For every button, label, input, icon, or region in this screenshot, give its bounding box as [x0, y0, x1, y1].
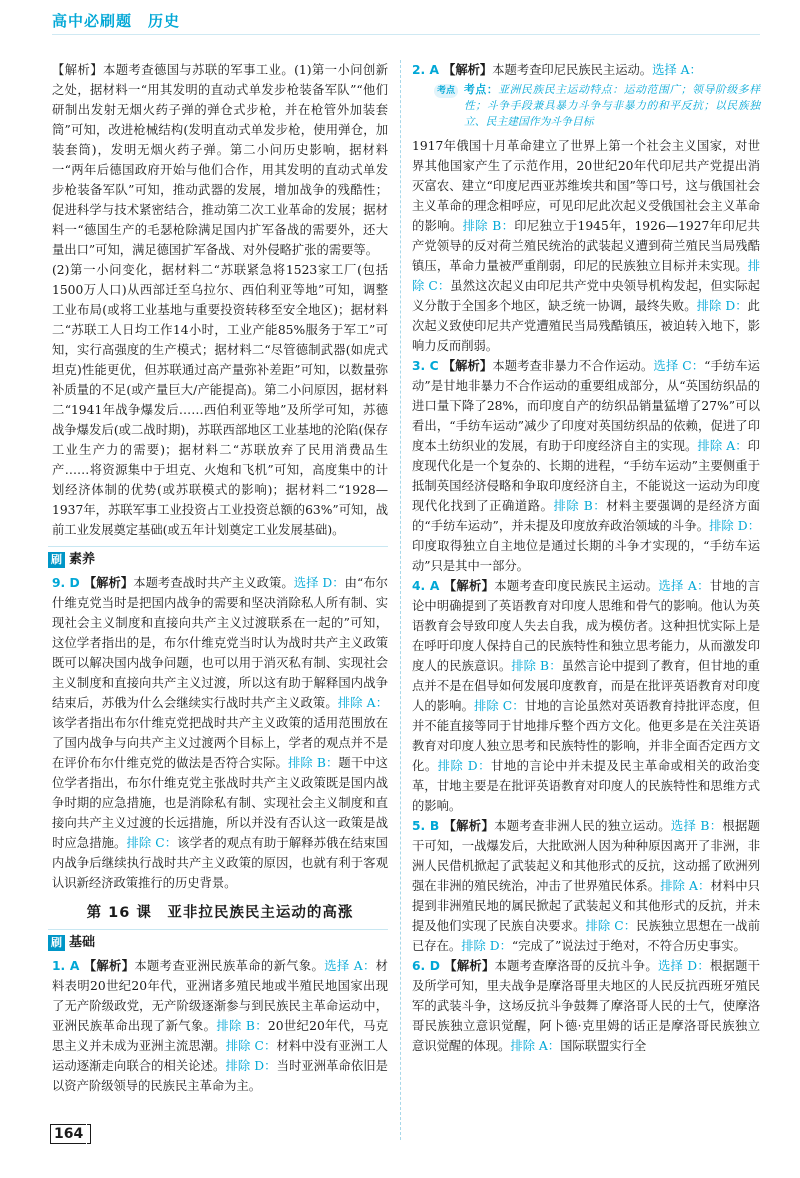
answer-text: 材料中只提到非洲殖民地的属民掀起了武装起义和其他形式的反抗，并未提及他们实现了民族自决要求。: [412, 879, 760, 933]
exclude-marker: 排除 D：: [696, 299, 748, 313]
analysis-tag: 【解析】: [83, 575, 134, 590]
answer-text: 该学者指出布尔什维克党把战时共产主义政策的适用范围放在了国内战争与向共产主义过渡两个目标上，学者的观点并不是在评价布尔什维克党的做法是否符合实际。: [52, 716, 388, 770]
exclude-marker: 排除 B：: [216, 1019, 268, 1033]
question-number: 3. C: [412, 359, 439, 373]
exclude-marker: 排除 A：: [660, 879, 711, 893]
exclude-marker: 排除 B：: [287, 756, 339, 770]
section-suyang: [48, 546, 388, 567]
page-number-bracket: [87, 1124, 91, 1144]
answer-text: 印度现代化是一个复杂的、长期的进程，“手纺车运动”主要侧重于抵制英国经济侵略和争取印度经济自主，不能说这一运动为印度现代化找到了正确道路。: [412, 439, 760, 513]
exclude-marker: 排除 C：: [473, 699, 525, 713]
left-column: [52, 60, 388, 1096]
q9-answer: [52, 573, 388, 893]
q4-answer: [412, 576, 760, 816]
section-label: 基础: [69, 935, 96, 950]
question-number: 5. B: [412, 819, 440, 833]
q8-analysis-part2: (2)第一小问变化，据材料二“苏联紧急将1523家工厂(包括1500万人口)从西部迁至乌拉尔、西伯利亚等地”可知，调整工业布局(或将工业基地与重要投资转移至安全地区)；据材料二“苏联工人日均工作14小时，工业产能85%服务于军工”可知，实行高强度的生产模式；据材料二“尽管德制武器(如虎式坦克)性能更优，但苏联通过高产量弥补差距”可知，以数量弥补质量的不足(或产量巨大/产能提高)。第二小问原因，据材料二“1941年战争爆发后……西伯利亚等地”及所学可知，苏德战争爆发后(或二战时期)，苏联西部地区工业基地的沦陷(保存工业生产力的需要)；据材料二“苏联放弃了民用消费品生产……将资源集中于坦克、火炮和飞机”可知，高度集中的计划经济体制的优势(或苏联模式的影响)；据材料二“1928—1937年，苏联军事工业投资占工业投资总额的63%”可知，战前工业发展奠定基础(或五年计划奠定工业发展基础)。: [52, 263, 388, 537]
question-number: 2. A: [412, 63, 440, 77]
answer-text: 本题考查非暴力不合作运动。: [492, 359, 654, 373]
page-header-title: 高中必刷题 历史: [52, 12, 181, 30]
exclude-marker: 排除 C：: [126, 836, 178, 850]
analysis-tag: 【解析】: [443, 578, 495, 593]
answer-text: 材料表明20世纪20年代，亚洲诸多殖民地或半殖民地国家出现了无产阶级政党，无产阶级逐渐参与到民族民主革命运动中，亚洲民族革命出现了新气象。: [52, 959, 388, 1033]
answer-text: 本题考查非洲人民的独立运动。: [494, 819, 671, 833]
header-divider: [52, 34, 760, 35]
answer-text: 由“布尔什维克党当时是把国内战争的需要和坚决消除私人所有制、实现社会主义制度和直接向共产主义过渡联系在一起的”可知，这位学者指出的是，布尔什维克党当时认为战时共产主义政策既可以解决国内战争问题，也可以用于消灭私有制、实现社会主义制度和直接向共产主义过渡，所以这有助于解释国内战争结束后，苏俄为什么会继续实行战时共产主义政策。: [52, 576, 388, 710]
answer-text: 甘地的言论虽然对英语教育持批评态度，但并不能直接等同于甘地排斥整个西方文化。他更多是在关注英语教育对印度人独立思考和民族特性的影响，并非全面否定西方文化。: [412, 699, 760, 773]
answer-text: 材料中没有亚洲工人运动逐渐走向联合的相关论述。: [52, 1039, 388, 1073]
choose-marker: 选择 D：: [293, 576, 345, 590]
analysis-tag: 【解析】: [83, 958, 135, 973]
choose-marker: 选择 A：: [658, 579, 710, 593]
answer-text: 材料主要强调的是经济方面的“手纺车运动”，并未提及印度放弃政治领域的斗争。: [412, 499, 760, 533]
right-column: [412, 60, 760, 1056]
answer-text: 国际联盟实行全: [560, 1039, 647, 1053]
exclude-marker: 排除 D：: [225, 1059, 277, 1073]
kaodian-note: [434, 82, 760, 130]
answer-text: 1917年俄国十月革命建立了世界上第一个社会主义国家，对世界其他国家产生了示范作用，20世纪20年代印尼共产党提出消灭富农、建立“印度尼西亚苏维埃共和国”等口号，这与俄国社会主义革命的理念相呼应，可见印尼此次起义受俄国社会主义革命的影响。: [412, 139, 760, 233]
lesson-title: 第 16 课 亚非拉民族民主运动的高涨: [86, 905, 354, 921]
answer-text: 虽然言论中提到了教育，但甘地的重点并不是在倡导如何发展印度教育，而是在批评英语教育对印度人的影响。: [412, 659, 760, 713]
answer-text: 当时亚洲革命依旧是以资产阶级领导的民族民主革命为主。: [52, 1059, 388, 1093]
answer-text: 根据题干及所学可知，里夫战争是摩洛哥里夫地区的人民反抗西班牙殖民军的武装斗争，这场反抗斗争鼓舞了摩洛哥人民的士气，使摩洛哥民族独立意识觉醒，阿卜德·克里姆的话正是摩洛哥民族独立意识觉醒的体现。: [412, 959, 760, 1053]
section-jichu: [48, 929, 388, 950]
section-label: 素养: [69, 552, 96, 567]
kaodian-text: 亚洲民族民主运动特点：运动范围广；领导阶级多样性；斗争手段兼具暴力斗争与非暴力的和平反抗；以民族独立、民主建国作为斗争目标: [464, 83, 761, 128]
exclude-marker: 排除 A：: [510, 1039, 561, 1053]
exclude-marker: 排除 A：: [697, 439, 748, 453]
question-number: 9. D: [52, 576, 80, 590]
choose-marker: 选择 D：: [657, 959, 710, 973]
exclude-marker: 排除 A：: [337, 696, 388, 710]
q6-answer: [412, 956, 760, 1056]
analysis-tag: 【解析】: [443, 62, 493, 77]
answer-text: 民族独立思想在一战前已存在。: [412, 919, 760, 953]
section-tag-badge: 刷: [48, 552, 65, 568]
exclude-marker: 排除 B：: [511, 659, 562, 673]
answer-text: 题干中这位学者指出，布尔什维克党主张战时共产主义政策既是国内战争时期的应急措施，也是消除私有制、实现社会主义制度和直接向共产主义过渡的长远措施，所以并没有否认这一政策是战时应急措施。: [52, 756, 388, 850]
exclude-marker: 排除 C：: [225, 1039, 277, 1053]
q2-answer: [412, 60, 760, 80]
question-number: 1. A: [52, 959, 80, 973]
analysis-tag: 【解析】: [442, 358, 493, 373]
answer-text: “手纺车运动”是甘地非暴力不合作运动的重要组成部分，从“英国纺织品的进口量下降了28%，而印度自产的纺织品销量猛增了27%”可以看出，“手纺车运动”减少了印度对英国纺织品的依赖，促进了印度本土纺织业的发展，有助于印度经济自主的实现。: [412, 359, 760, 453]
kaodian-badge-icon: 考点: [434, 84, 458, 98]
choose-marker: 选择 C：: [653, 359, 705, 373]
answer-text: 虽然这次起义由印尼共产党中央领导机构发起，但实际起义分散于全国多个地区，缺乏统一协调，最终失败。: [412, 279, 760, 313]
exclude-marker: 排除 B：: [462, 219, 515, 233]
question-number: 6. D: [412, 959, 440, 973]
analysis-tag: 【解析】: [443, 818, 495, 833]
answer-text: 本题考查印度民族民主运动。: [494, 579, 659, 593]
exclude-marker: 排除 D：: [461, 939, 512, 953]
analysis-tag: 【解析】: [444, 958, 495, 973]
answer-text: 本题考查战时共产主义政策。: [133, 576, 294, 590]
exclude-marker: 排除 C：: [585, 919, 637, 933]
page-number: 164: [50, 1124, 86, 1144]
answer-text: 甘地的言论中明确提到了英语教育对印度人思维和骨气的影响。他认为英语教育会导致印度人失去自我，成为模仿者。这种担忧实际上是在呼吁印度人保持自己的民族特性和独立思考能力，从而激发印度人的民族意识。: [412, 579, 760, 673]
exclude-marker: 排除 D：: [437, 759, 492, 773]
answer-text: 本题考查印尼民族民主运动。: [492, 63, 653, 77]
exclude-marker: 排除 C：: [412, 259, 760, 293]
choose-marker: 选择 A：: [652, 63, 702, 77]
section-tag-badge: 刷: [48, 935, 65, 951]
q8-analysis-part1: 【解析】本题考查德国与苏联的军事工业。(1)第一小问创新之处，据材料一“用其发明的直动式单发步枪装备军队”“他们研制出发射无烟火药子弹的弹仓式步枪，并在枪管外加装套筒”可知，改进枪械结构(发明直动式单发步枪，使用弹仓，加装套筒)，发明无烟火药子弹。第二小问历史影响，据材料一“两年后德国政府开始与他们合作，用其发明的直动式单发步枪装备军队”可知，推动武器的发展，增加战争的残酷性；促进科学与技术紧密结合，推动第二次工业革命的发展；据材料一“德国生产的毛瑟枪除满足国内扩军备战的需要外，还大量出口”可知，满足德国扩军备战、对外侵略扩张的需要等。: [52, 63, 388, 257]
answer-text: 印度取得独立自主地位是通过长期的斗争才实现的，“手纺车运动”只是其中一部分。: [412, 539, 760, 573]
q5-answer: [412, 816, 760, 956]
answer-text: “完成了”说法过于绝对，不符合历史事实。: [511, 939, 746, 953]
column-divider: [400, 60, 401, 1140]
choose-marker: 选择 A：: [324, 959, 376, 973]
question-number: 4. A: [412, 579, 440, 593]
answer-text: 20世纪20年代，马克思主义并未成为亚洲主流思潮。: [52, 1019, 389, 1053]
choose-marker: 选择 B：: [670, 819, 723, 833]
answer-text: 本题考查亚洲民族革命的新气象。: [134, 959, 325, 973]
exclude-marker: 排除 D：: [709, 519, 760, 533]
q1-answer: [52, 956, 388, 1096]
answer-text: 印尼独立于1945年，1926—1927年印尼共产党领导的反对荷兰殖民统治的武装起义遭到荷兰殖民当局残酷镇压，革命力量被严重削弱，印尼的民族独立目标并未实现。: [412, 219, 760, 273]
exclude-marker: 排除 B：: [553, 499, 607, 513]
q2-answer-cont: [412, 136, 760, 356]
kaodian-label: 考点：: [464, 83, 499, 96]
answer-text: 甘地的言论中并未提及民主革命或相关的政治变革，甘地主要是在批评英语教育对印度人的民族特性和思维方式的影响。: [412, 759, 760, 813]
answer-text: 根据题干可知，一战爆发后，大批欧洲人因为种种原因离开了非洲，非洲人民借机掀起了武装起义和其他形式的反抗，这动摇了欧洲列强在非洲的殖民统治，冲击了世界殖民体系。: [412, 819, 760, 893]
answer-text: 该学者的观点有助于解释苏俄在结束国内战争后继续执行战时共产主义政策的原因，也就有利于客观认识新经济政策推行的历史背景。: [52, 836, 388, 890]
answer-text: 本题考查摩洛哥的反抗斗争。: [494, 959, 658, 973]
answer-text: 此次起义致使印尼共产党遭殖民当局残酷镇压，被迫转入地下，影响力反而削弱。: [412, 299, 760, 353]
q3-answer: [412, 356, 760, 576]
